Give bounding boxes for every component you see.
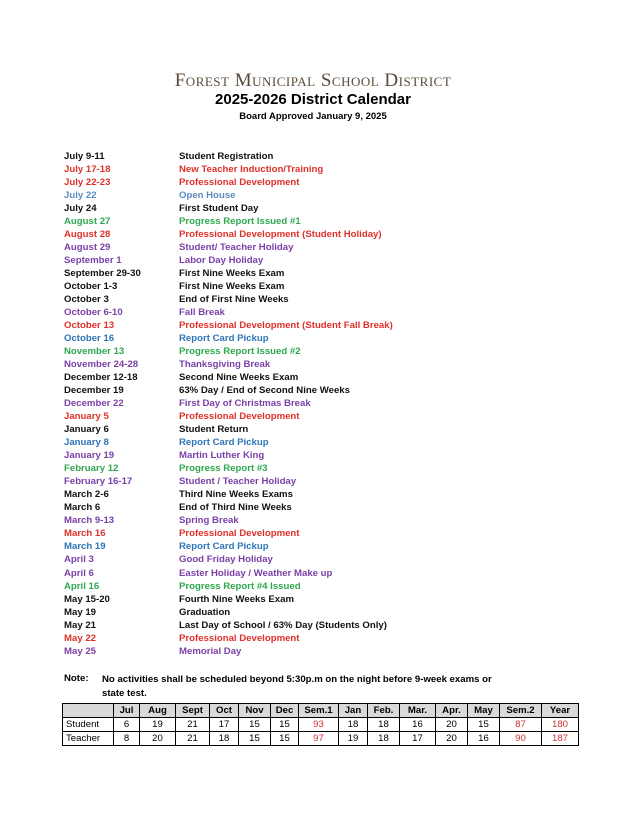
column-header: Feb. (368, 704, 400, 718)
column-header: Sem.1 (299, 704, 339, 718)
event-date: May 15-20 (64, 593, 110, 605)
column-header: Sem.2 (500, 704, 542, 718)
event-name: First Day of Christmas Break (179, 398, 311, 410)
table-cell: 19 (339, 732, 368, 746)
event-date: October 16 (64, 333, 115, 345)
event-date: December 19 (64, 385, 124, 397)
event-name: Student/ Teacher Holiday (179, 242, 294, 254)
event-date: May 19 (64, 606, 96, 618)
table-cell: 18 (339, 718, 368, 732)
event-name: Easter Holiday / Weather Make up (179, 567, 333, 579)
column-header: Dec (271, 704, 299, 718)
event-date: April 3 (64, 554, 94, 566)
column-header: Sept (176, 704, 210, 718)
event-name: First Nine Weeks Exam (179, 268, 285, 280)
event-date: August 29 (64, 242, 111, 254)
table-header-row (63, 704, 579, 718)
event-name: Labor Day Holiday (179, 255, 264, 267)
event-name: Student / Teacher Holiday (179, 476, 297, 488)
event-name: Progress Report #3 (179, 463, 268, 475)
column-header (63, 704, 114, 718)
event-name: Spring Break (179, 515, 239, 527)
column-header: May (468, 704, 500, 718)
table-cell: 16 (400, 718, 436, 732)
event-name: End of First Nine Weeks (179, 294, 289, 306)
table-cell: 20 (140, 732, 176, 746)
column-header: Aug (140, 704, 176, 718)
table-cell: 87 (500, 718, 542, 732)
event-name: Professional Development (179, 528, 300, 540)
table-cell: 20 (436, 718, 468, 732)
event-date: May 25 (64, 645, 96, 657)
event-date: March 2-6 (64, 489, 109, 501)
event-date: January 6 (64, 424, 109, 436)
event-name: Fall Break (179, 307, 225, 319)
event-name: Second Nine Weeks Exam (179, 372, 299, 384)
event-name: First Nine Weeks Exam (179, 281, 285, 293)
note-text: No activities shall be scheduled beyond 5:30p.m on the night before 9-week exams or state test. (102, 674, 492, 699)
column-header: Jan (339, 704, 368, 718)
event-name: Report Card Pickup (179, 333, 269, 345)
table-cell: 21 (176, 718, 210, 732)
days-table (62, 703, 579, 746)
column-header: Apr. (436, 704, 468, 718)
event-name: Report Card Pickup (179, 437, 269, 449)
event-name: Graduation (179, 606, 231, 618)
event-date: May 21 (64, 619, 96, 631)
event-date: October 6-10 (64, 307, 123, 319)
page-title: 2025-2026 District Calendar (215, 91, 411, 108)
table-cell: Teacher (63, 732, 114, 746)
event-name: Progress Report #4 Issued (179, 580, 301, 592)
event-date: January 5 (64, 411, 109, 423)
table-cell: 15 (468, 718, 500, 732)
event-name: 63% Day / End of Second Nine Weeks (179, 385, 350, 397)
event-date: July 9-11 (64, 151, 105, 162)
event-name: Report Card Pickup (179, 541, 269, 553)
table-cell: 21 (176, 732, 210, 746)
table-cell: 15 (239, 732, 271, 746)
event-name: Student Registration (179, 151, 274, 162)
table-cell: 90 (500, 732, 542, 746)
column-header: Jul (114, 704, 140, 718)
event-name: Professional Development (179, 411, 300, 423)
event-date: August 27 (64, 216, 111, 228)
event-name: Progress Report Issued #1 (179, 216, 301, 228)
event-date: April 16 (64, 580, 100, 592)
event-name: Professional Development (179, 177, 300, 189)
table-cell: 6 (114, 718, 140, 732)
event-date: January 19 (64, 450, 115, 462)
table-cell: 180 (542, 718, 579, 732)
event-date: July 22 (64, 190, 97, 202)
approval-line: Board Approved January 9, 2025 (239, 111, 387, 122)
table-cell: 15 (271, 718, 299, 732)
event-date: March 19 (64, 541, 106, 553)
table-row (63, 718, 579, 732)
column-header: Nov (239, 704, 271, 718)
event-date: September 29-30 (64, 268, 141, 280)
event-name: First Student Day (179, 203, 259, 215)
event-date: April 6 (64, 567, 94, 579)
event-name: Good Friday Holiday (179, 554, 273, 566)
event-date: November 24-28 (64, 359, 139, 371)
event-date: July 22-23 (64, 177, 111, 189)
table-cell: Student (63, 718, 114, 732)
event-date: September 1 (64, 255, 122, 267)
event-date: October 1-3 (64, 281, 118, 293)
table-cell: 97 (299, 732, 339, 746)
event-date: December 22 (64, 398, 124, 410)
column-header: Oct (210, 704, 239, 718)
district-name: Forest Municipal School District (174, 70, 452, 91)
table-cell: 8 (114, 732, 140, 746)
event-name: Last Day of School / 63% Day (Students Only) (179, 619, 387, 631)
event-date: August 28 (64, 229, 111, 241)
event-date: July 24 (64, 203, 97, 215)
event-name: Fourth Nine Weeks Exam (179, 593, 294, 605)
event-date: December 12-18 (64, 372, 138, 384)
event-date: February 16-17 (64, 476, 133, 488)
event-date: March 6 (64, 502, 101, 514)
table-cell: 16 (468, 732, 500, 746)
event-name: Student Return (179, 424, 249, 436)
event-name: Professional Development (179, 632, 300, 644)
table-cell: 18 (368, 718, 400, 732)
event-name: Professional Development (Student Holiday) (179, 229, 382, 241)
table-cell: 19 (140, 718, 176, 732)
table-cell: 15 (239, 718, 271, 732)
column-header: Mar. (400, 704, 436, 718)
table-cell: 93 (299, 718, 339, 732)
event-date: March 9-13 (64, 515, 115, 527)
table-cell: 18 (368, 732, 400, 746)
event-name: Open House (179, 190, 236, 202)
table-cell: 17 (400, 732, 436, 746)
event-name: End of Third Nine Weeks (179, 502, 292, 514)
event-name: Third Nine Weeks Exams (179, 489, 293, 501)
event-name: Professional Development (Student Fall Break) (179, 320, 393, 332)
event-date: January 8 (64, 437, 109, 449)
event-date: November 13 (64, 346, 125, 358)
event-name: Martin Luther King (179, 450, 265, 462)
event-date: October 3 (64, 294, 109, 306)
event-name: Memorial Day (179, 645, 242, 657)
event-date: July 17-18 (64, 164, 111, 176)
table-cell: 187 (542, 732, 579, 746)
table-cell: 20 (436, 732, 468, 746)
event-name: New Teacher Induction/Training (179, 164, 324, 176)
event-date: March 16 (64, 528, 106, 540)
column-header: Year (542, 704, 579, 718)
note-label: Note: (64, 673, 89, 684)
event-date: February 12 (64, 463, 119, 475)
event-name: Thanksgiving Break (179, 359, 271, 371)
table-cell: 17 (210, 718, 239, 732)
event-name: Progress Report Issued #2 (179, 346, 301, 358)
table-cell: 18 (210, 732, 239, 746)
table-cell: 15 (271, 732, 299, 746)
event-date: October 13 (64, 320, 115, 332)
table-row (63, 732, 579, 746)
event-date: May 22 (64, 632, 96, 644)
